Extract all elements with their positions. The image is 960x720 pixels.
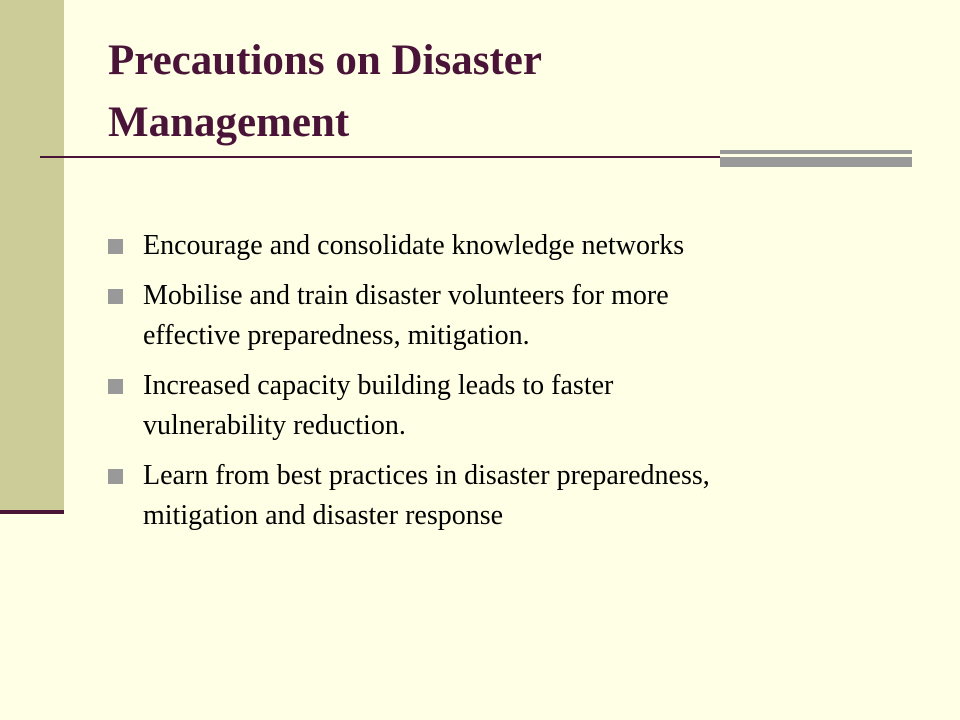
left-band-bottom-rule bbox=[0, 510, 64, 514]
bullet-item bbox=[108, 456, 908, 536]
square-bullet-icon bbox=[108, 239, 123, 254]
title-line-1: Precautions on Disaster bbox=[108, 37, 542, 84]
bullet-list bbox=[108, 226, 908, 546]
left-decorative-band bbox=[0, 0, 64, 510]
title-line-2: Management bbox=[108, 99, 350, 146]
bullet-text-line: Mobilise and train disaster volunteers for more bbox=[143, 280, 669, 311]
square-bullet-icon bbox=[108, 379, 123, 394]
bullet-item bbox=[108, 276, 908, 356]
bullet-item bbox=[108, 366, 908, 446]
bullet-text-line: Increased capacity building leads to faster bbox=[143, 370, 614, 401]
title-accent-bar bbox=[720, 150, 912, 167]
slide-title bbox=[108, 30, 888, 154]
bullet-text-line: mitigation and disaster response bbox=[143, 500, 504, 531]
square-bullet-icon bbox=[108, 289, 123, 304]
square-bullet-icon bbox=[108, 469, 123, 484]
bullet-text-line: effective preparedness, mitigation. bbox=[143, 320, 530, 351]
bullet-text-line: vulnerability reduction. bbox=[143, 410, 406, 441]
bullet-item bbox=[108, 226, 908, 266]
bullet-text-line: Learn from best practices in disaster preparedness, bbox=[143, 460, 710, 491]
bullet-text-line: Encourage and consolidate knowledge networks bbox=[143, 230, 685, 261]
